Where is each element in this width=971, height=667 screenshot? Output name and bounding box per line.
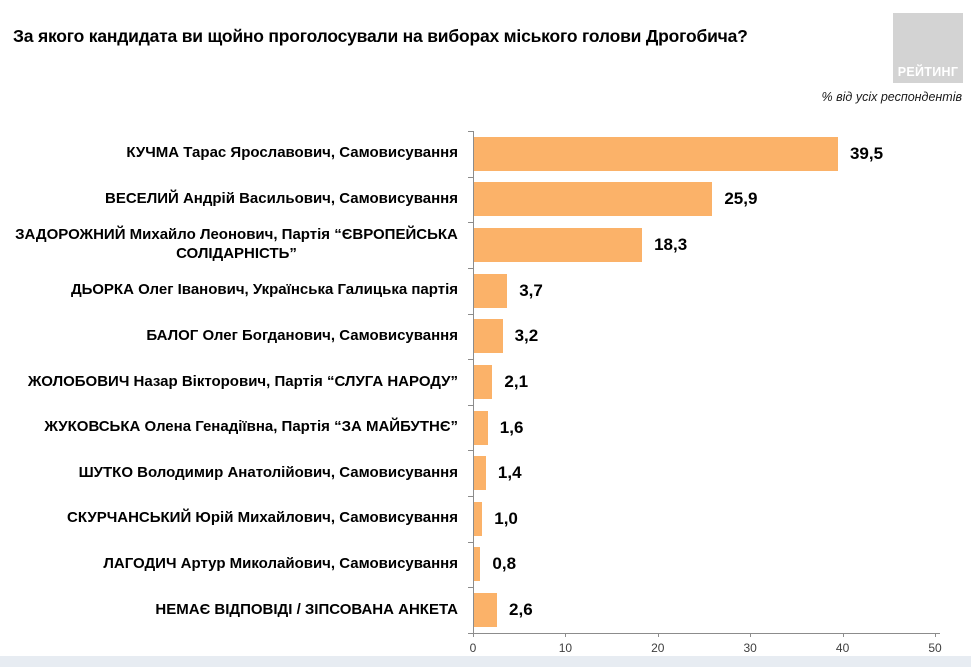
chart-row bbox=[15, 131, 963, 177]
category-cell bbox=[15, 327, 473, 346]
bar bbox=[473, 411, 488, 445]
chart-row bbox=[15, 177, 963, 223]
bar-zone bbox=[473, 593, 963, 627]
category-cell bbox=[15, 464, 473, 483]
rating-agency-logo bbox=[893, 13, 963, 83]
category-cell bbox=[15, 509, 473, 528]
x-axis-tick bbox=[473, 633, 474, 637]
value-label: 1,4 bbox=[497, 463, 522, 483]
rating-logo-label: РЕЙТИНГ bbox=[897, 65, 959, 79]
x-axis-tick bbox=[658, 633, 659, 637]
bar-zone bbox=[473, 274, 963, 308]
category-cell bbox=[15, 601, 473, 620]
bar-zone bbox=[473, 411, 963, 445]
value-label: 2,6 bbox=[509, 600, 533, 620]
bar-zone bbox=[473, 319, 963, 353]
x-tick-label: 30 bbox=[743, 640, 757, 655]
category-label: ЗАДОРОЖНИЙ Михайло Леонович, Партія “ЄВРОПЕЙСЬКА СОЛІДАРНІСТЬ” bbox=[15, 226, 458, 263]
category-label: ЖОЛОБОВИЧ Назар Вікторович, Партія “СЛУГА НАРОДУ” bbox=[27, 372, 458, 390]
value-label: 18,3 bbox=[654, 235, 688, 255]
bar bbox=[473, 182, 712, 216]
bar-zone bbox=[473, 502, 963, 536]
x-axis-tick bbox=[565, 633, 566, 637]
chart-row bbox=[15, 542, 963, 588]
chart-row bbox=[15, 314, 963, 360]
x-axis-tick bbox=[843, 633, 844, 637]
value-label: 25,9 bbox=[724, 189, 758, 209]
x-tick-label: 50 bbox=[928, 640, 942, 655]
bar-zone bbox=[473, 228, 963, 262]
category-label: ДЬОРКА Олег Іванович, Українська Галицька партія bbox=[70, 281, 458, 299]
category-cell bbox=[15, 226, 473, 264]
chart-row bbox=[15, 587, 963, 633]
category-label: БАЛОГ Олег Богданович, Самовисування bbox=[146, 326, 458, 344]
category-label: СКУРЧАНСЬКИЙ Юрій Михайлович, Самовисування bbox=[67, 509, 458, 527]
footer-band bbox=[0, 656, 971, 667]
bar-zone bbox=[473, 365, 963, 399]
value-label: 1,0 bbox=[494, 508, 518, 528]
chart-rows bbox=[15, 131, 963, 633]
category-cell bbox=[15, 144, 473, 163]
bar bbox=[473, 456, 486, 490]
chart-row bbox=[15, 359, 963, 405]
category-cell bbox=[15, 418, 473, 437]
x-tick-label: 0 bbox=[469, 640, 477, 655]
chart-row bbox=[15, 405, 963, 451]
value-label: 2,1 bbox=[504, 371, 529, 391]
category-label: ЛАГОДИЧ Артур Миколайович, Самовисування bbox=[103, 555, 458, 573]
chart-subtitle: % від усіх респондентів bbox=[821, 90, 962, 104]
category-label: ЖУКОВСЬКА Олена Генадіївна, Партія “ЗА МАЙБУТНЄ” bbox=[44, 418, 458, 436]
bar-chart bbox=[15, 131, 963, 655]
bar bbox=[473, 502, 482, 536]
value-label: 3,2 bbox=[514, 326, 539, 346]
category-cell bbox=[15, 373, 473, 392]
page-title: За якого кандидата ви щойно проголосували на виборах міського голови Дрогобича? bbox=[13, 26, 748, 46]
category-label: КУЧМА Тарас Ярославович, Самовисування bbox=[126, 144, 458, 162]
category-label: ВЕСЕЛИЙ Андрій Васильович, Самовисування bbox=[105, 190, 458, 208]
value-label: 39,5 bbox=[849, 143, 884, 163]
bar-zone bbox=[473, 547, 963, 581]
bar bbox=[473, 319, 503, 353]
bar-zone bbox=[473, 456, 963, 490]
category-label: НЕМАЄ ВІДПОВІДІ / ЗІПСОВАНА АНКЕТА bbox=[155, 600, 458, 618]
bar-zone bbox=[473, 182, 963, 216]
bar bbox=[473, 547, 480, 581]
chart-row bbox=[15, 496, 963, 542]
bar bbox=[473, 274, 507, 308]
bar bbox=[473, 365, 492, 399]
bar bbox=[473, 137, 838, 171]
chart-row bbox=[15, 450, 963, 496]
chart-row bbox=[15, 268, 963, 314]
value-label: 3,7 bbox=[519, 280, 543, 300]
category-cell bbox=[15, 190, 473, 209]
y-axis-tick bbox=[468, 633, 473, 634]
x-tick-label: 10 bbox=[558, 640, 573, 655]
x-tick-label: 40 bbox=[835, 640, 850, 655]
category-cell bbox=[15, 555, 473, 574]
category-label: ШУТКО Володимир Анатолійович, Самовисування bbox=[78, 463, 458, 481]
x-tick-label: 20 bbox=[651, 640, 665, 655]
bar-zone bbox=[473, 137, 963, 171]
x-axis-tick bbox=[750, 633, 751, 637]
category-cell bbox=[15, 281, 473, 300]
chart-row bbox=[15, 222, 963, 268]
x-axis-tick bbox=[935, 633, 936, 637]
value-label: 0,8 bbox=[492, 554, 517, 574]
bar bbox=[473, 228, 642, 262]
value-label: 1,6 bbox=[499, 417, 524, 437]
x-axis-line bbox=[468, 633, 940, 634]
bar bbox=[473, 593, 497, 627]
